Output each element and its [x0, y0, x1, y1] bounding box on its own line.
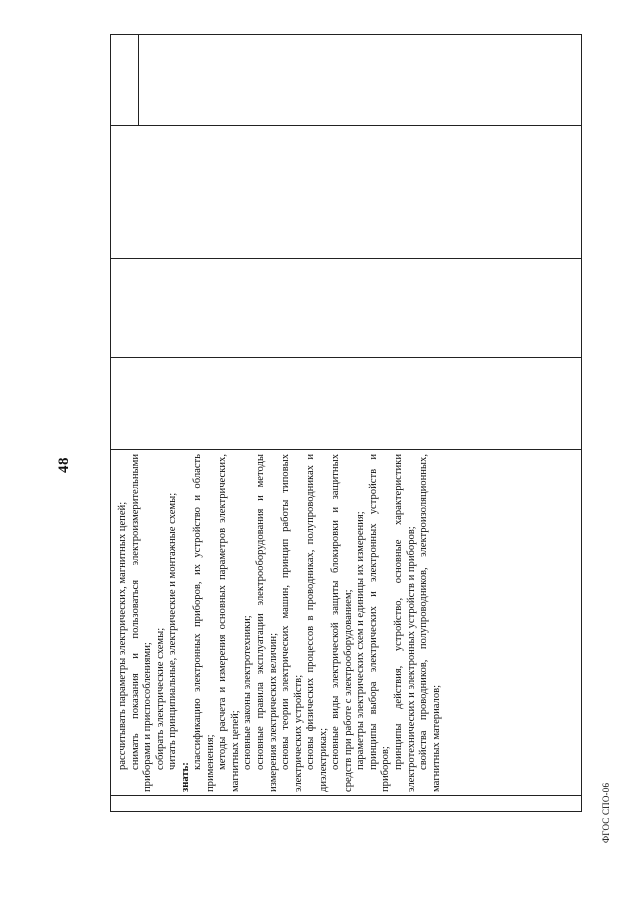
requirement-line: принципы действия, устройство, основные характеристики электротехнических и электронных устройств и приборов;: [393, 454, 417, 792]
requirement-line: основы теории электрических машин, принцип работы типовых электрических устройств;: [280, 454, 304, 792]
column-divider: [111, 357, 581, 358]
requirement-line: рассчитывать параметры электрических, магнитных цепей;: [117, 501, 128, 770]
page-number: 48: [56, 457, 72, 473]
requirement-line: параметры электрических схем и единицы их измерения;: [355, 511, 367, 770]
requirement-line: методы расчета и измерения основных параметров электрических, магнитных цепей;: [217, 454, 241, 792]
requirement-line: свойства проводников, полупроводников, электроизоляционных, магнитных материалов;: [418, 454, 442, 792]
requirement-line: снимать показания и пользоваться электроизмерительными приборами и приспособлениями;: [129, 454, 154, 792]
requirements-table: [110, 34, 582, 812]
requirement-line: основы физических процессов в проводниках, полупроводниках и диэлектриках;: [305, 454, 329, 792]
column-divider: [111, 258, 581, 259]
column-divider: [111, 125, 581, 126]
competencies-cell: [111, 450, 581, 796]
requirement-line: основные правила эксплуатации электрооборудования и методы измерения электрических величин;: [255, 454, 279, 792]
requirement-line: собирать электрические схемы;: [154, 627, 166, 770]
requirement-line: основные законы электротехники;: [242, 615, 254, 770]
row-divider: [138, 35, 139, 126]
section-heading: знать:: [179, 762, 191, 792]
requirement-line: классификацию электронных приборов, их устройство и область применения;: [192, 454, 216, 792]
requirement-line: принципы выбора электрических и электронных устройств и приборов;: [367, 454, 392, 792]
requirement-line: основные виды электрической защиты блокировки и защитных средств при работе с электрооборудованием;: [330, 454, 354, 792]
footer-code: ФГОС СПО-06: [601, 782, 611, 843]
requirement-line: читать принципиальные, электрические и монтажные схемы;: [167, 492, 179, 770]
